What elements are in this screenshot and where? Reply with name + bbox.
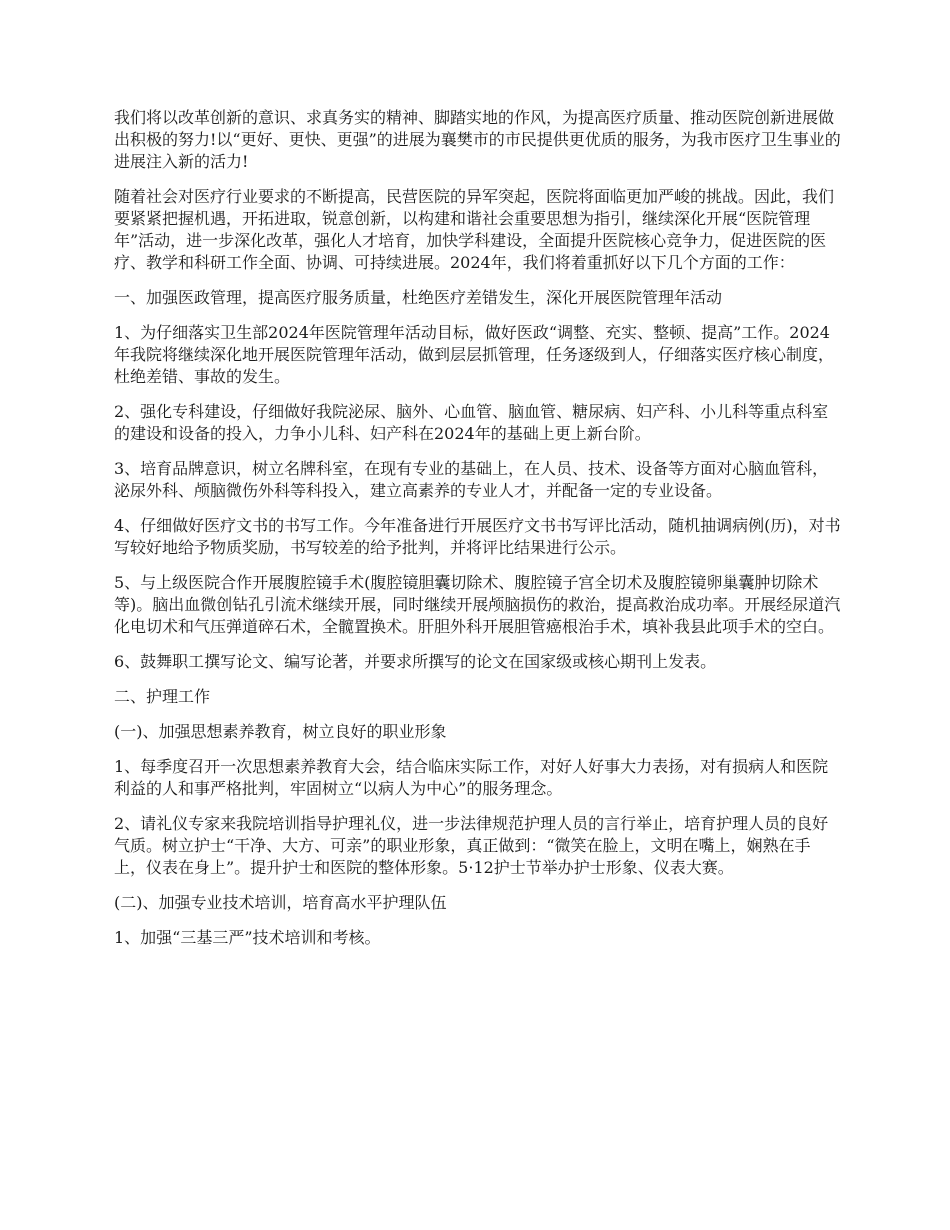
section-heading-nursing: 二、护理工作 (114, 687, 211, 706)
list-item-three-basics: 1、加强“三基三严”技术培训和考核。 (114, 928, 381, 947)
subsection-heading-ideology: (一)、加强思想素养教育，树立良好的职业形象 (114, 722, 447, 741)
list-item-etiquette-training: 2、请礼仪专家来我院培训指导护理礼仪，进一步法律规范护理人员的言行举止，培育护理人员的良好气质。树立护士“干净、大方、可亲”的职业形象，真正做到：“微笑在脸上，文明在嘴上，娴熟在手上，仪表在身上”。提升护士和医院的整体形象。5·12护士节举办护士形象、仪表大赛。 (114, 814, 829, 877)
section-heading-medical-admin: 一、加强医政管理，提高医疗服务质量，杜绝医疗差错发生，深化开展医院管理年活动 (114, 288, 723, 307)
list-item-specialty-building: 2、强化专科建设，仔细做好我院泌尿、脑外、心血管、脑血管、糖尿病、妇产科、小儿科等重点科室的建设和设备的投入，力争小儿科、妇产科在2024年的基础上更上新台阶。 (114, 402, 829, 443)
list-item-laparoscopy: 5、与上级医院合作开展腹腔镜手术(腹腔镜胆囊切除术、腹腔镜子宫全切术及腹腔镜卵巢囊肿切除术等)。脑出血微创钻孔引流术继续开展，同时继续开展颅脑损伤的救治，提高救治成功率。开展经尿道汽化电切术和气压弹道碎石术，全髋置换术。肝胆外科开展胆管癌根治手术，填补我县此项手术的空白。 (114, 573, 841, 636)
list-item-papers: 6、鼓舞职工撰写论文、编写论著，并要求所撰写的论文在国家级或核心期刊上发表。 (114, 652, 717, 671)
list-item-quarterly-meeting: 1、每季度召开一次思想素养教育大会，结合临床实际工作，对好人好事大力表扬，对有损病人和医院利益的人和事严格批判，牢固树立“以病人为中心”的服务理念。 (114, 757, 829, 798)
paragraph-intro-commitment: 我们将以改革创新的意识、求真务实的精神、脚踏实地的作风，为提高医疗质量、推动医院创新进展做出积极的努力!以“更好、更快、更强”的进展为襄樊市的市民提供更优质的服务，为我市医疗卫生事业的进展注入新的活力! (114, 108, 841, 171)
document-page (114, 107, 842, 962)
list-item-management-year: 1、为仔细落实卫生部2024年医院管理年活动目标，做好医政“调整、充实、整顿、提高”工作。2024年我院将继续深化地开展医院管理年活动，做到层层抓管理，任务逐级到人，仔细落实医疗核心制度，杜绝差错、事故的发生。 (114, 323, 835, 386)
subsection-heading-technical-training: (二)、加强专业技术培训，培育高水平护理队伍 (114, 893, 447, 912)
list-item-medical-records: 4、仔细做好医疗文书的书写工作。今年准备进行开展医疗文书书写评比活动，随机抽调病例(历)，对书写较好地给予物质奖励，书写较差的给予批判，并将评比结果进行公示。 (114, 516, 841, 557)
list-item-brand-awareness: 3、培育品牌意识，树立名牌科室，在现有专业的基础上，在人员、技术、设备等方面对心脑血管科，泌尿外科、颅脑微伤外科等科投入，建立高素养的专业人才，并配备一定的专业设备。 (114, 459, 829, 500)
paragraph-challenges-plan: 随着社会对医疗行业要求的不断提高，民营医院的异军突起，医院将面临更加严峻的挑战。因此，我们要紧紧把握机遇，开拓进取，锐意创新，以构建和谐社会重要思想为指引，继续深化开展“医院管理年”活动，进一步深化改革，强化人才培育，加快学科建设，全面提升医院核心竞争力，促进医院的医疗、教学和科研工作全面、协调、可持续进展。2024年，我们将着重抓好以下几个方面的工作： (114, 187, 835, 272)
